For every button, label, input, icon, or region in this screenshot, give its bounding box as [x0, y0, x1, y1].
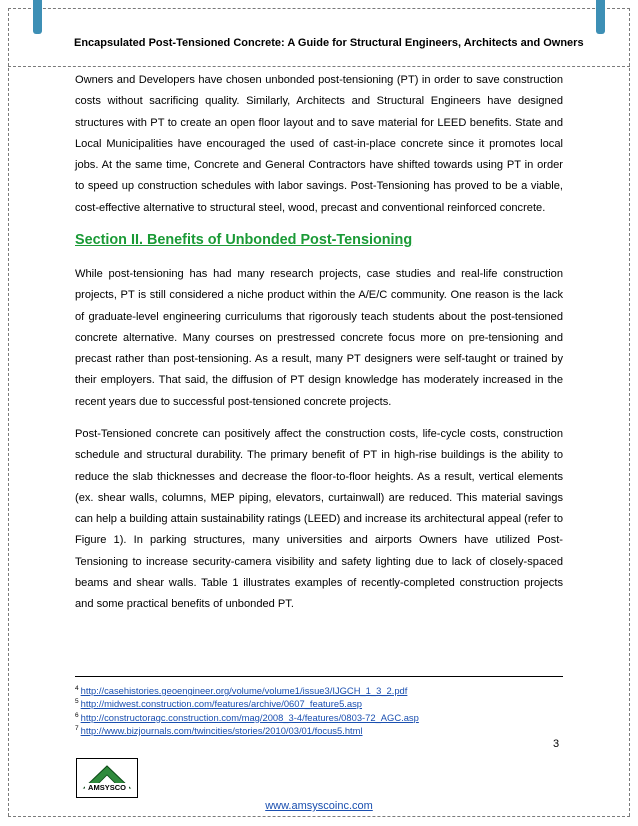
footnote-link[interactable]: http://constructoragc.construction.com/mag/2008_3-4/features/0803-72_AGC.asp [80, 711, 419, 723]
page-border-top [8, 8, 630, 9]
page-border-right [629, 8, 630, 816]
footnote-number: 6 [75, 711, 79, 719]
footnote-item [75, 711, 575, 724]
footnote-item [75, 684, 575, 697]
website-link[interactable]: www.amsyscoinc.com [265, 800, 373, 812]
footnote-number: 5 [75, 698, 79, 706]
amsysco-logo [76, 758, 138, 798]
footnote-link[interactable]: http://www.bizjournals.com/twincities/stories/2010/03/01/focus5.html [80, 724, 363, 736]
header-divider [8, 66, 630, 67]
binder-tab-right [596, 0, 605, 34]
footnote-separator [75, 676, 563, 677]
footnote-number: 7 [75, 724, 79, 732]
paragraph-benefits: Post-Tensioned concrete can positively affect the construction costs, life-cycle costs, construction schedule and structural durability. The primary benefit of PT in high-rise buildings is the ability to reduce the slab thicknesses and decrease the floor-to-floor heights. As a result, vertical elements (ex. shear walls, columns, MEP piping, elevators, curtainwall) are reduced. This material savings can help a building attain sustainability ratings (LEED) and increase its architectural appeal (refer to Figure 1). In parking structures, many universities and airports Owners have utilized Post-Tensioning to increase security-camera visibility and safety lighting due to lack of closely-spaced beams and shear walls. Table 1 illustrates examples of recently-completed construction projects and some practical benefits of unbonded PT. [75, 428, 563, 611]
footnote-number: 4 [75, 685, 79, 692]
paragraph-niche: While post-tensioning has had many research projects, case studies and real-life construction projects, PT is still considered a niche product within the A/E/C community. One reason is the lack of graduate-level engineering curriculums that rigorously teach students about the post-tensioned concrete alternative. Many courses on prestressed concrete focus more on pre-tensioning and precast rather than post-tensioning. As a result, many PT designers were self-taught or trained by their employers. That said, the diffusion of PT design knowledge has moderately increased in the recent years due to successful post-tensioned concrete projects. [75, 268, 563, 408]
footnote-item [75, 697, 575, 710]
footnote-link[interactable]: http://casehistories.geoengineer.org/volume/volume1/issue3/IJGCH_1_3_2.pdf [80, 685, 408, 696]
page-number: 3 [553, 738, 560, 750]
footnote-link[interactable]: http://midwest.construction.com/features/archive/0607_feature5.asp [80, 698, 363, 710]
page-header-title: Encapsulated Post-Tensioned Concrete: A Guide for Structural Engineers, Architects and Owners [74, 37, 584, 49]
logo-text: AMSYSCO [88, 783, 126, 792]
page-border-bottom [8, 816, 630, 817]
footnote-item [75, 724, 575, 737]
page-border-left [8, 8, 9, 816]
binder-tab-left [33, 0, 42, 34]
paragraph-intro: Owners and Developers have chosen unbonded post-tensioning (PT) in order to save construction costs without sacrificing quality. Similarly, Architects and Structural Engineers have designed structures with PT to create an open floor layout and to save material for LEED benefits. State and Local Municipalities have encouraged the used of cast-in-place concrete since it promotes local jobs. At the same time, Concrete and General Contractors have shifted towards using PT in order to speed up construction schedules with labor savings. Post-Tensioning has proved to be a viable, cost-effective alternative to structural steel, wood, precast and conventional reinforced concrete. [75, 74, 563, 214]
footnotes [75, 684, 575, 737]
section-heading: Section II. Benefits of Unbonded Post-Tensioning [75, 232, 413, 248]
